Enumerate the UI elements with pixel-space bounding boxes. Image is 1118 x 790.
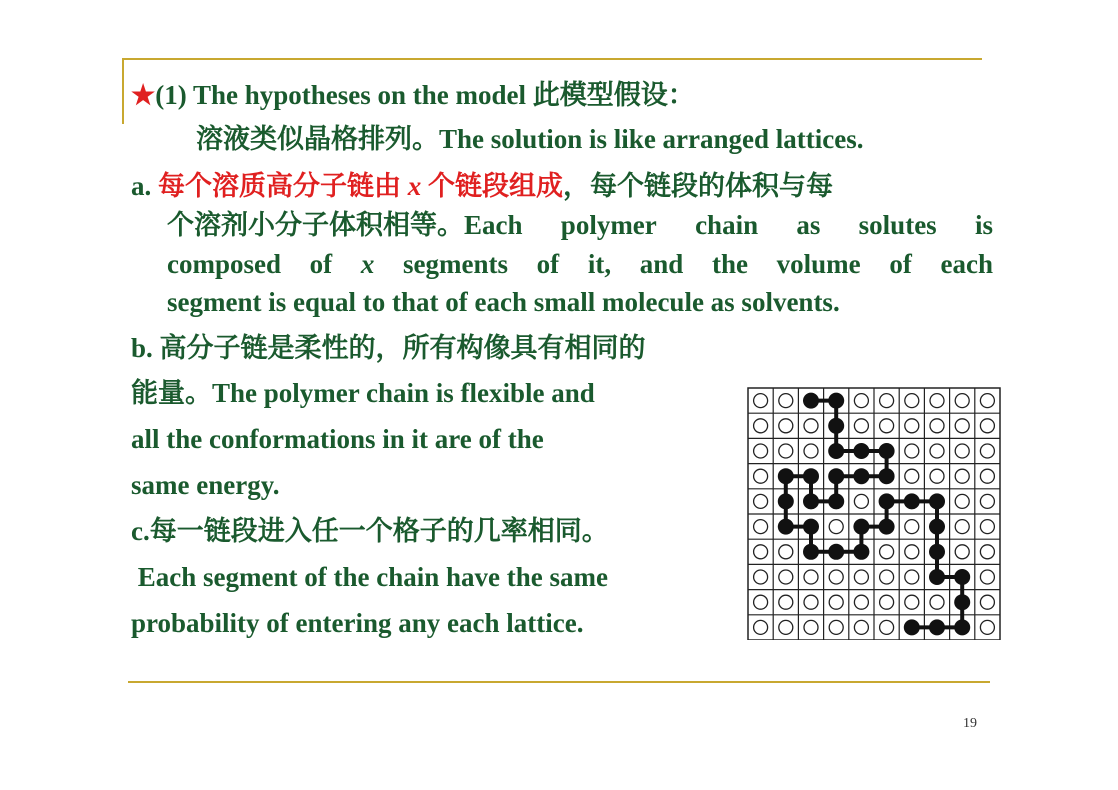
polymer-segment: [929, 619, 945, 635]
polymer-segment: [828, 493, 844, 509]
word: of: [889, 249, 912, 279]
polymer-segment: [828, 393, 844, 409]
word: as: [796, 210, 821, 240]
top-rule: [122, 58, 982, 60]
item-b-line3: all the conformations in it are of the: [131, 424, 544, 454]
lattice-site: [779, 620, 793, 634]
polymer-segment: [778, 519, 794, 535]
lattice-site: [955, 545, 969, 559]
polymer-segment: [954, 594, 970, 610]
word: volume: [776, 249, 861, 279]
polymer-segment: [803, 493, 819, 509]
polymer-segment: [904, 619, 920, 635]
lattice-site: [980, 570, 994, 584]
lattice-site: [980, 444, 994, 458]
lattice-site: [754, 620, 768, 634]
item-b-line1: b. 高分子链是柔性的，所有构像具有相同的: [131, 333, 646, 363]
polymer-segment: [954, 569, 970, 585]
word: and: [639, 249, 684, 279]
lattice-site: [930, 469, 944, 483]
item-a-label: a.: [131, 171, 152, 201]
lattice-site: [955, 494, 969, 508]
word: is: [974, 210, 993, 240]
polymer-segment: [879, 468, 895, 484]
lattice-site: [980, 520, 994, 534]
word: of: [309, 249, 333, 279]
item-c-line3: probability of entering any each lattice.: [131, 608, 584, 638]
lattice-site: [829, 620, 843, 634]
lattice-site: [829, 570, 843, 584]
polymer-segment: [929, 519, 945, 535]
polymer-segment: [879, 519, 895, 535]
lattice-site: [854, 570, 868, 584]
polymer-segment: [879, 443, 895, 459]
lattice-site: [880, 545, 894, 559]
polymer-segment: [879, 493, 895, 509]
polymer-segment: [853, 443, 869, 459]
word: 个溶剂小分子体积相等。Each: [167, 210, 523, 240]
lattice-site: [980, 545, 994, 559]
lattice-site: [930, 394, 944, 408]
item-b-line2: 能量。The polymer chain is flexible and: [131, 378, 595, 408]
lattice-site: [955, 444, 969, 458]
lattice-site: [980, 394, 994, 408]
lattice-site: [930, 419, 944, 433]
word: polymer: [560, 210, 657, 240]
lattice-site: [905, 545, 919, 559]
polymer-segment: [803, 519, 819, 535]
item-a-line1: [131, 171, 833, 201]
word: the: [711, 249, 748, 279]
lattice-site: [955, 520, 969, 534]
lattice-site: [880, 419, 894, 433]
left-rule: [122, 58, 124, 124]
lattice-site: [829, 520, 843, 534]
item-a-rest: ，每个链段的体积与每: [563, 171, 833, 201]
title-text: (1) The hypotheses on the model 此模型假设：: [155, 80, 695, 110]
lattice-site: [754, 520, 768, 534]
polymer-segment: [929, 544, 945, 560]
polymer-segment: [778, 493, 794, 509]
lattice-site: [854, 494, 868, 508]
lattice-site: [754, 394, 768, 408]
lattice-site: [854, 419, 868, 433]
lattice-site: [804, 620, 818, 634]
word: x: [360, 249, 375, 279]
lattice-site: [905, 570, 919, 584]
lattice-site: [829, 595, 843, 609]
polymer-segment: [954, 619, 970, 635]
item-a-line2: [167, 210, 993, 240]
lattice-site: [980, 595, 994, 609]
lattice-site: [905, 469, 919, 483]
lattice-site: [779, 545, 793, 559]
lattice-site: [905, 394, 919, 408]
lattice-site: [754, 570, 768, 584]
lattice-site: [754, 419, 768, 433]
lattice-site: [779, 444, 793, 458]
lattice-site: [754, 545, 768, 559]
item-b-line4: same energy.: [131, 470, 280, 500]
polymer-segment: [828, 443, 844, 459]
slide-title: [131, 80, 695, 110]
lattice-diagram: [744, 384, 1004, 640]
lattice-site: [854, 595, 868, 609]
polymer-segment: [929, 569, 945, 585]
lattice-site: [779, 394, 793, 408]
lattice-site: [854, 620, 868, 634]
polymer-segment: [853, 519, 869, 535]
word: each: [940, 249, 993, 279]
lattice-site: [779, 419, 793, 433]
lattice-site: [955, 394, 969, 408]
lattice-site: [804, 595, 818, 609]
item-c-line2: Each segment of the chain have the same: [131, 562, 608, 592]
lattice-site: [980, 620, 994, 634]
subtitle: 溶液类似晶格排列。The solution is like arranged lattices.: [196, 124, 864, 154]
polymer-segment: [853, 544, 869, 560]
lattice-site: [930, 595, 944, 609]
lattice-site: [905, 595, 919, 609]
polymer-segment: [904, 493, 920, 509]
lattice-site: [880, 570, 894, 584]
lattice-site: [754, 494, 768, 508]
lattice-site: [905, 444, 919, 458]
lattice-site: [779, 595, 793, 609]
polymer-segment: [853, 468, 869, 484]
page-number: 19: [963, 716, 977, 731]
polymer-segment: [803, 393, 819, 409]
lattice-site: [930, 444, 944, 458]
polymer-segment: [828, 468, 844, 484]
item-c-line1: c.每一链段进入任一个格子的几率相同。: [131, 516, 609, 546]
polymer-segment: [803, 544, 819, 560]
item-a-red-text: 每个溶质高分子链由: [158, 171, 401, 201]
bottom-rule: [128, 681, 990, 683]
polymer-segment: [929, 493, 945, 509]
lattice-site: [880, 620, 894, 634]
lattice-site: [905, 419, 919, 433]
item-a-red-text2: 个链段组成: [428, 171, 563, 201]
star-icon: ★: [131, 80, 156, 110]
lattice-site: [804, 419, 818, 433]
lattice-site: [880, 394, 894, 408]
item-a-var: x: [407, 171, 422, 201]
lattice-site: [754, 595, 768, 609]
word: chain: [695, 210, 759, 240]
lattice-site: [779, 570, 793, 584]
lattice-site: [804, 570, 818, 584]
lattice-site: [804, 444, 818, 458]
lattice-site: [980, 494, 994, 508]
lattice-site: [754, 469, 768, 483]
lattice-site: [905, 520, 919, 534]
item-a-line4: segment is equal to that of each small molecule as solvents.: [167, 287, 840, 317]
lattice-site: [955, 419, 969, 433]
lattice-site: [980, 469, 994, 483]
polymer-segment: [828, 418, 844, 434]
word: of: [536, 249, 560, 279]
lattice-site: [955, 469, 969, 483]
lattice-site: [854, 394, 868, 408]
lattice-site: [754, 444, 768, 458]
polymer-segment: [828, 544, 844, 560]
polymer-segment: [778, 468, 794, 484]
polymer-segment: [803, 468, 819, 484]
word: segments: [403, 249, 508, 279]
word: solutes: [858, 210, 937, 240]
item-a-line3: [167, 249, 993, 279]
lattice-site: [980, 419, 994, 433]
word: it,: [587, 249, 612, 279]
lattice-site: [880, 595, 894, 609]
word: composed: [167, 249, 281, 279]
